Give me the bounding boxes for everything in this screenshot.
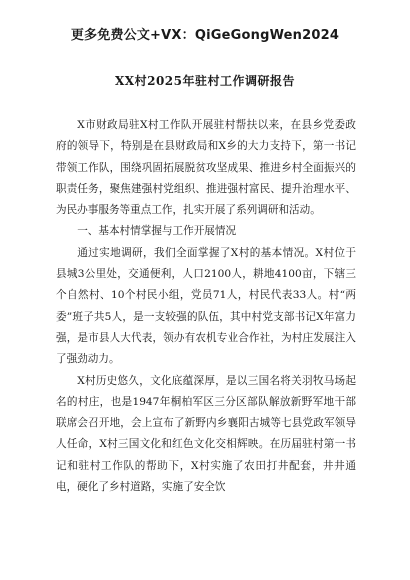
document-body <box>56 115 356 498</box>
section-heading: 一、基本村情掌握与工作开展情况 <box>77 225 237 238</box>
paragraph-intro: X市财政局驻X村工作队开展驻村帮扶以来，在县乡党委政府的领导下，特别是在县财政局和X乡的大力支持下，第一书记带领工作队，围绕巩固拓展脱贫攻坚成果、推进乡村全面振兴的职责任务，聚焦建强村党组织、推进强村富民、提升治理水平、为民办事服务等重点工作，扎实开展了系列调研和活动。 <box>56 119 356 217</box>
paragraph-village-info: 通过实地调研，我们全面掌握了X村的基本情况。X村位于县城3公里处，交通便利，人口2100人，耕地4100亩，下辖三个自然村、10个村民小组，党员71人，村民代表33人。村“两委”班子共5人，是一支较强的队伍，其中村党支部书记X年富力强，是市县人大代表，领办有农机专业合作社，为村庄发展注入了强劲动力。 <box>56 246 356 366</box>
document-title: XX村2025年驻村工作调研报告 <box>114 74 296 88</box>
paragraph-history: X村历史悠久，文化底蕴深厚，是以三国名将关羽牧马场起名的村庄，也是1947年桐柏军区三分区部队解放新野军地干部联席会召开地，会上宣布了新野内乡襄阳古城等七县党政军领导人任命，X村三国文化和红色文化交相辉映。在历届驻村第一书记和驻村工作队的帮助下，X村实施了农田打井配套，井井通电，硬化了乡村道路，实施了安全饮 <box>56 374 356 494</box>
promo-header: 更多免费公文+VX：QiGeGongWen2024 <box>70 28 340 43</box>
